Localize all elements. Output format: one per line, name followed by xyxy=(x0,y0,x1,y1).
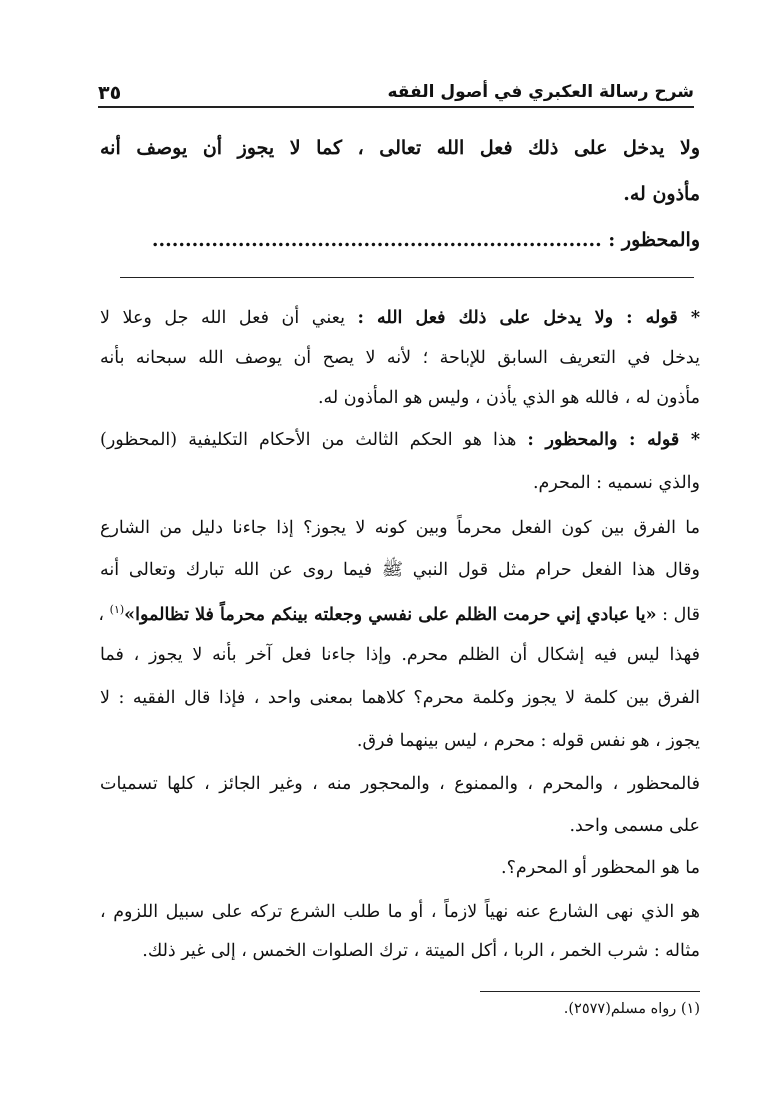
commentary-span: ، xyxy=(98,604,105,625)
commentary-line: يدخل في التعريف السابق للإباحة ؛ لأنه لا يصح أن يوصف الله سبحانه بأنه xyxy=(100,348,700,368)
header-title: شرح رسالة العكبري في أصول الفقه xyxy=(387,82,694,102)
section-divider xyxy=(120,277,694,278)
commentary-line: هو الذي نهى الشارع عنه نهياً لازماً ، أو ما طلب الشرع تركه على سبيل اللزوم ، xyxy=(100,902,700,922)
commentary-lead: * قوله : والمحظور : xyxy=(527,430,700,450)
commentary-lead: * قوله : ولا يدخل على ذلك فعل الله : xyxy=(357,308,700,328)
commentary-line: والذي نسميه : المحرم. xyxy=(532,473,700,493)
matn-line: والمحظور : .................................................................... xyxy=(151,229,700,251)
commentary-line: يجوز ، هو نفس قوله : محرم ، ليس بينهما فرق. xyxy=(356,731,700,751)
commentary-line: مأذون له ، فالله هو الذي يأذن ، وليس هو المأذون له. xyxy=(317,388,700,408)
matn-line: مأذون له. xyxy=(623,183,700,205)
commentary-line: ما الفرق بين كون الفعل محرماً وبين كونه لا يجوز؟ إذا جاءنا دليل من الشارع xyxy=(100,518,700,538)
commentary-line: ما هو المحظور أو المحرم؟. xyxy=(501,858,700,878)
commentary-line xyxy=(100,298,700,338)
commentary-line: فهذا ليس فيه إشكال أن الظلم محرم. وإذا جاءنا فعل آخر بأنه لا يجوز ، فما xyxy=(100,645,700,665)
commentary-span: هذا هو الحكم الثالث من الأحكام التكليفية (المحظور) xyxy=(100,430,517,450)
commentary-line: فالمحظور ، والمحرم ، والممنوع ، والمحجور منه ، وغير الجائز ، كلها تسميات xyxy=(100,774,700,794)
commentary-line: الفرق بين كلمة لا يجوز وكلمة محرم؟ كلاهما بمعنى واحد ، فإذا قال الفقيه : لا xyxy=(100,688,700,708)
commentary-line xyxy=(100,590,700,630)
commentary-span: قال : xyxy=(662,604,700,625)
matn-line: ولا يدخل على ذلك فعل الله تعالى ، كما لا يجوز أن يوصف أنه xyxy=(100,137,700,159)
commentary-line xyxy=(100,420,700,460)
footnote-divider xyxy=(480,991,700,992)
commentary-line: مثاله : شرب الخمر ، الربا ، أكل الميتة ، ترك الصلوات الخمس ، إلى غير ذلك. xyxy=(142,941,700,961)
commentary-span: يعني أن فعل الله جل وعلا لا xyxy=(100,308,345,328)
page-number: ٣٥ xyxy=(98,82,122,104)
commentary-line: على مسمى واحد. xyxy=(569,816,700,836)
commentary-line: وقال هذا الفعل حرام مثل قول النبي ﷺ فيما روى عن الله تبارك وتعالى أنه xyxy=(100,560,700,580)
hadith-quote: «يا عبادي إني حرمت الظلم على نفسي وجعلته بينكم محرماً فلا تظالموا» xyxy=(124,604,657,625)
running-header xyxy=(98,74,694,108)
footnote-ref: (١) xyxy=(109,603,125,616)
footnote: (١) رواه مسلم(٢٥٧٧). xyxy=(563,1001,700,1017)
